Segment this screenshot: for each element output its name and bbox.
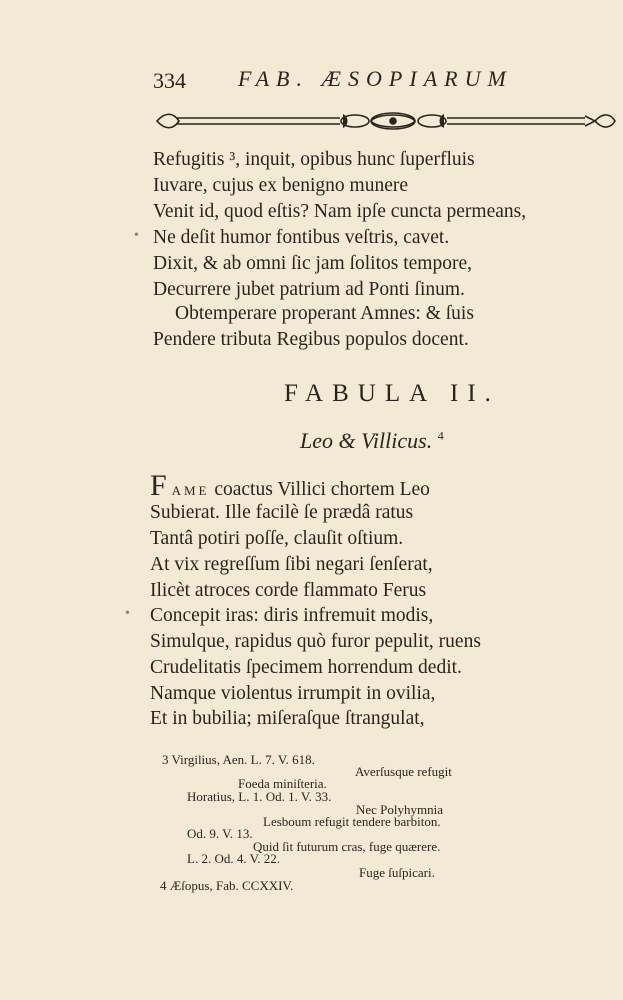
verse-line: Ne deſit humor fontibus veſtris, cavet. bbox=[153, 227, 450, 248]
footnote-line: 4 Æſopus, Fab. CCXXIV. bbox=[160, 878, 294, 893]
verse-line: Dixit, & ab omni ſic jam ſolitos tempore, bbox=[153, 253, 472, 274]
verse-line: Ilicèt atroces corde flammato Ferus bbox=[150, 580, 427, 601]
verse-line: Simulque, rapidus quò furor pepulit, ruens bbox=[150, 631, 481, 652]
verse-line: Subierat. Ille facilè ſe prædâ ratus bbox=[150, 502, 414, 523]
verse-line: Crudelitatis ſpecimem horrendum dedit. bbox=[150, 657, 462, 678]
fable-subtitle-text: Leo & Villicus. bbox=[300, 428, 433, 453]
verse-line: Obtemperare properant Amnes: & ſuis bbox=[175, 303, 474, 324]
verse-line: Concepit iras: diris infremuit modis, bbox=[150, 605, 434, 626]
ornament-divider-icon bbox=[155, 108, 617, 136]
verse-line: Pendere tributa Regibus populos docent. bbox=[153, 329, 469, 350]
verse-line: Namque violentus irrumpit in ovilia, bbox=[150, 683, 436, 704]
drop-cap: F bbox=[150, 469, 167, 502]
verse-line: Tantâ potiri poſſe, clauſit oſtium. bbox=[150, 528, 404, 549]
small-caps-word: AME bbox=[171, 483, 210, 498]
footnote-line: Horatius, L. 1. Od. 1. V. 33. bbox=[187, 789, 332, 804]
footnote-line: Nec Polyhymnia bbox=[356, 802, 444, 817]
running-title: FAB. ÆSOPIARUM bbox=[238, 66, 513, 91]
verse-line: Venit id, quod eſtis? Nam ipſe cuncta permeans, bbox=[153, 201, 527, 222]
footnote-line: L. 2. Od. 4. V. 22. bbox=[187, 851, 281, 866]
footnote-line: Averſusque refugit bbox=[355, 764, 452, 779]
page-number: 334 bbox=[153, 68, 186, 93]
margin-mark-icon: • bbox=[134, 228, 139, 243]
footnote-line: Quid ſit futurum cras, fuge quærere. bbox=[253, 839, 441, 854]
verse-line: Decurrere jubet patrium ad Ponti ſinum. bbox=[153, 279, 465, 300]
footnote-line: Foeda miniſteria. bbox=[238, 776, 327, 791]
margin-mark-icon: • bbox=[125, 606, 130, 621]
verse-line-first bbox=[150, 469, 430, 503]
footnote-line: Od. 9. V. 13. bbox=[187, 826, 253, 841]
fable-title: FABULA II. bbox=[284, 380, 500, 407]
footnote-line: 3 Virgilius, Aen. L. 7. V. 618. bbox=[162, 752, 315, 767]
verse-line-text: coactus Villici chortem Leo bbox=[214, 479, 430, 500]
verse-line: Iuvare, cujus ex benigno munere bbox=[153, 175, 409, 196]
verse-line: At vix regreſſum ſibi negari ſenſerat, bbox=[150, 554, 433, 575]
verse-line: Refugitis ³, inquit, opibus hunc ſuperfluis bbox=[153, 149, 475, 170]
fable-subtitle bbox=[300, 428, 444, 454]
verse-line: Et in bubilia; miſeraſque ſtrangulat, bbox=[150, 708, 425, 729]
footnote-line: Lesboum refugit tendere barbiton. bbox=[263, 814, 441, 829]
footnote-ref: 4 bbox=[437, 428, 444, 443]
footnote-line: Fuge ſuſpicari. bbox=[359, 865, 435, 880]
